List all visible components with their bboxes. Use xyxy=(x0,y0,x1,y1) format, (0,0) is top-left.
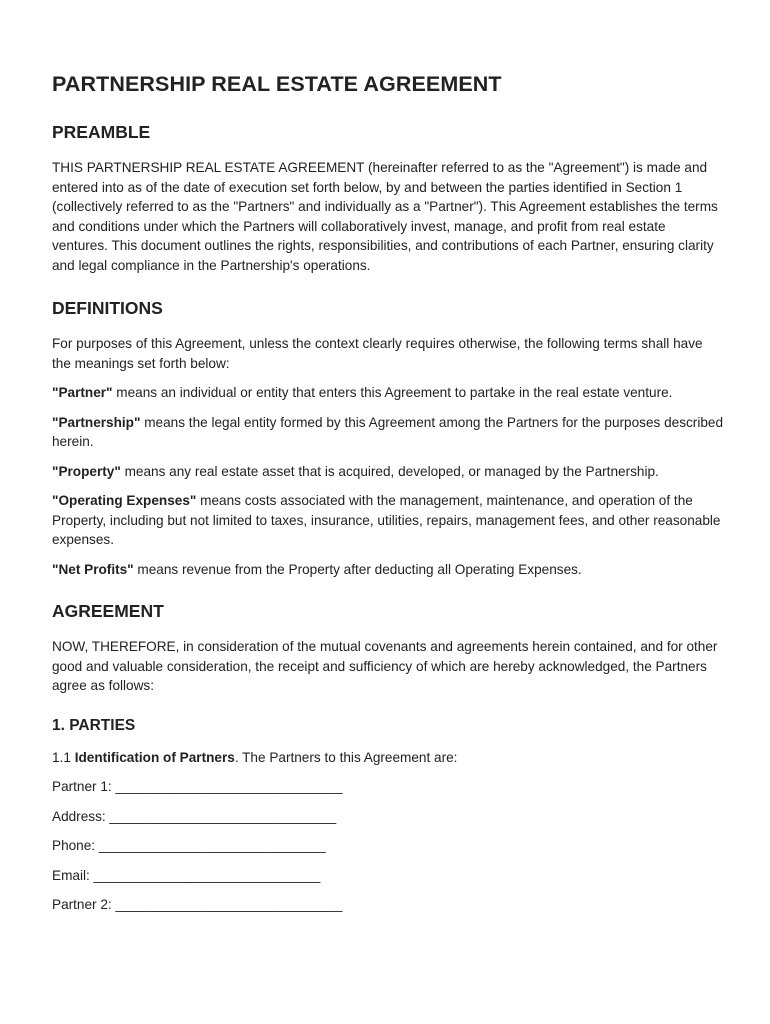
definition-text: means revenue from the Property after deducting all Operating Expenses. xyxy=(133,561,582,577)
definition-text: means any real estate asset that is acquired, developed, or managed by the Partnership. xyxy=(120,463,659,479)
clause-text: . The Partners to this Agreement are: xyxy=(234,749,458,765)
field-label: Address: xyxy=(52,808,110,824)
definition-text: means the legal entity formed by this Agreement among the Partners for the purposes described herein. xyxy=(52,414,724,449)
definition-term: "Net Profits" xyxy=(52,561,134,577)
definition-operating-expenses xyxy=(52,491,724,550)
partner-2-field[interactable] xyxy=(52,895,724,915)
field-blank[interactable]: ______________________________ xyxy=(98,838,326,853)
parties-heading: 1. PARTIES xyxy=(52,716,136,734)
document-title: PARTNERSHIP REAL ESTATE AGREEMENT xyxy=(52,72,502,96)
definition-net-profits xyxy=(52,560,724,580)
field-label: Partner 2: xyxy=(52,897,116,912)
clause-title: Identification of Partners xyxy=(74,749,235,765)
definitions-intro: For purposes of this Agreement, unless the context clearly requires otherwise, the following terms shall have the meanings set forth below: xyxy=(52,336,703,371)
partner-1-field[interactable] xyxy=(52,777,724,797)
document-page xyxy=(52,70,724,915)
preamble-text: THIS PARTNERSHIP REAL ESTATE AGREEMENT (hereinafter referred to as the "Agreement") is made and entered into as of the date of execution set forth below, by and between the parties identified in Section 1 (collectively referred to as the "Partners" and individually as a "Partner"). This Agreement establishes the terms and conditions under which the Partners will collaboratively invest, manage, and profit from real estate ventures. This document outlines the rights, responsibilities, and contributions of each Partner, ensuring clarity and legal compliance in the Partnership's operations. xyxy=(52,160,718,273)
field-blank[interactable]: ______________________________ xyxy=(93,867,321,883)
field-blank[interactable]: ______________________________ xyxy=(115,897,343,912)
definition-term: "Property" xyxy=(52,463,121,479)
agreement-heading: AGREEMENT xyxy=(52,601,164,621)
definition-text: means an individual or entity that enters this Agreement to partake in the real estate venture. xyxy=(112,385,673,400)
definitions-heading: DEFINITIONS xyxy=(52,298,163,318)
phone-field[interactable] xyxy=(52,836,724,856)
preamble-heading: PREAMBLE xyxy=(52,122,151,142)
clause-number: 1.1 xyxy=(52,749,75,765)
field-blank[interactable]: ______________________________ xyxy=(115,779,343,794)
definition-term: "Partnership" xyxy=(52,414,141,430)
definition-property xyxy=(52,462,724,482)
field-label: Email: xyxy=(52,867,94,883)
definition-partner xyxy=(52,383,724,403)
field-label: Partner 1: xyxy=(52,779,116,794)
identification-of-partners xyxy=(52,748,724,768)
definition-text: means costs associated with the management, maintenance, and operation of the Property, including but not limited to taxes, insurance, utilities, repairs, management fees, and other reasonable expenses. xyxy=(52,493,721,547)
definition-term: "Operating Expenses" xyxy=(52,493,197,508)
email-field[interactable] xyxy=(52,866,724,886)
field-blank[interactable]: ______________________________ xyxy=(109,808,337,824)
address-field[interactable] xyxy=(52,807,724,827)
definition-partnership xyxy=(52,413,724,452)
agreement-text: NOW, THEREFORE, in consideration of the mutual covenants and agreements herein contained, and for other good and valuable consideration, the receipt and sufficiency of which are hereby acknowledged, the Partners agree as follows: xyxy=(52,639,718,693)
definition-term: "Partner" xyxy=(52,385,113,400)
field-label: Phone: xyxy=(52,838,99,853)
